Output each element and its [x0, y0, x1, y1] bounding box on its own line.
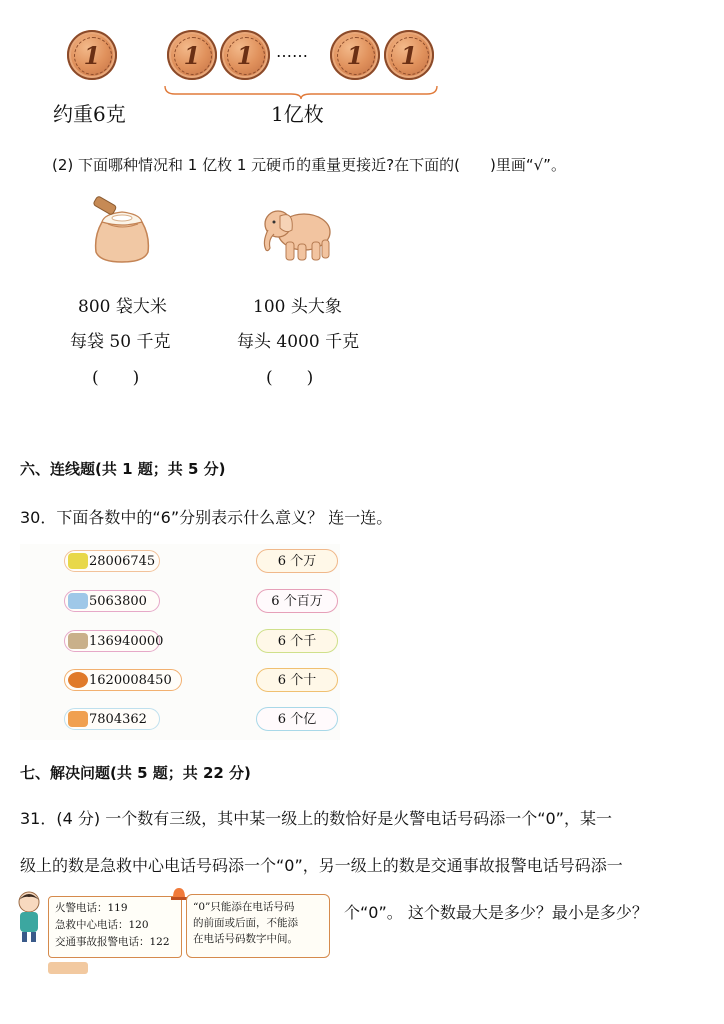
rice-line1: 800 袋大米 — [78, 297, 167, 317]
hint-line-1: “0”只能添在电话号码 — [193, 901, 295, 913]
meaning-item-3[interactable]: 6 个千 — [256, 629, 338, 653]
number-item-5[interactable]: 7804362 — [64, 708, 160, 730]
number-item-icon — [68, 633, 88, 649]
elephant-line2: 每头 4000 千克 — [237, 332, 360, 352]
fire-phone: 火警电话：119 — [55, 902, 128, 914]
hint-bubble — [186, 894, 330, 958]
meaning-item-2[interactable]: 6 个百万 — [256, 589, 338, 613]
elephant-icon — [258, 202, 338, 266]
coin-count-label: 1亿枚 — [271, 102, 324, 126]
number-item-3[interactable]: 136940000 — [64, 630, 160, 652]
number-item-1[interactable]: 28006745 — [64, 550, 160, 572]
meaning-item-5[interactable]: 6 个亿 — [256, 707, 338, 731]
card-bottom-deco — [48, 962, 88, 974]
rice-answer-paren[interactable]: ( ) — [92, 368, 140, 388]
coin-weight-label: 约重6克 — [53, 102, 126, 126]
rice-line2: 每袋 50 千克 — [70, 332, 171, 352]
boy-icon — [14, 888, 44, 944]
number-item-icon — [68, 711, 88, 727]
coin-2: 1 — [220, 30, 270, 80]
phone-illustration — [14, 884, 336, 974]
ambulance-phone: 急救中心电话：120 — [55, 919, 149, 931]
coin-1: 1 — [167, 30, 217, 80]
single-coin — [67, 30, 117, 80]
traffic-phone: 交通事故报警电话：122 — [55, 936, 170, 948]
question-30-text: 30．下面各数中的“6”分别表示什么意义？ 连一连。 — [20, 508, 393, 527]
number-item-icon — [68, 553, 88, 569]
question-2-text: (2) 下面哪种情况和 1 亿枚 1 元硬币的重量更接近?在下面的( )里画“√”。 — [52, 156, 566, 174]
meaning-item-1[interactable]: 6 个万 — [256, 549, 338, 573]
rice-bag-icon — [86, 196, 158, 266]
meaning-item-4[interactable]: 6 个十 — [256, 668, 338, 692]
number-item-4[interactable]: 1620008450 — [64, 669, 182, 691]
question-31-line3: 个“0”。 这个数最大是多少？最小是多少？ — [344, 903, 648, 922]
coin-dots: …… — [276, 42, 308, 61]
question-31-line1: 31．(4 分) 一个数有三级，其中某一级上的数恰好是火警电话号码添一个“0”，某一 — [20, 809, 612, 828]
hint-line-3: 在电话号码数字中间。 — [193, 933, 298, 945]
coin-4: 1 — [384, 30, 434, 80]
coin-digit: 1 — [83, 41, 101, 70]
section-6-title: 六、连线题(共 1 题；共 5 分) — [20, 460, 226, 478]
question-31-line2: 级上的数是急救中心电话号码添一个“0”，另一级上的数是交通事故报警电话号码添一 — [20, 856, 623, 875]
elephant-line1: 100 头大象 — [253, 297, 342, 317]
phone-number-card — [48, 896, 182, 958]
coin-3: 1 — [330, 30, 380, 80]
hint-line-2: 的前面或后面，不能添 — [193, 917, 298, 929]
matching-panel — [20, 544, 340, 740]
section-7-title: 七、解决问题(共 5 题；共 22 分) — [20, 764, 251, 782]
number-item-icon — [68, 593, 88, 609]
number-item-2[interactable]: 5063800 — [64, 590, 160, 612]
elephant-answer-paren[interactable]: ( ) — [266, 368, 314, 388]
number-item-icon — [68, 672, 88, 688]
